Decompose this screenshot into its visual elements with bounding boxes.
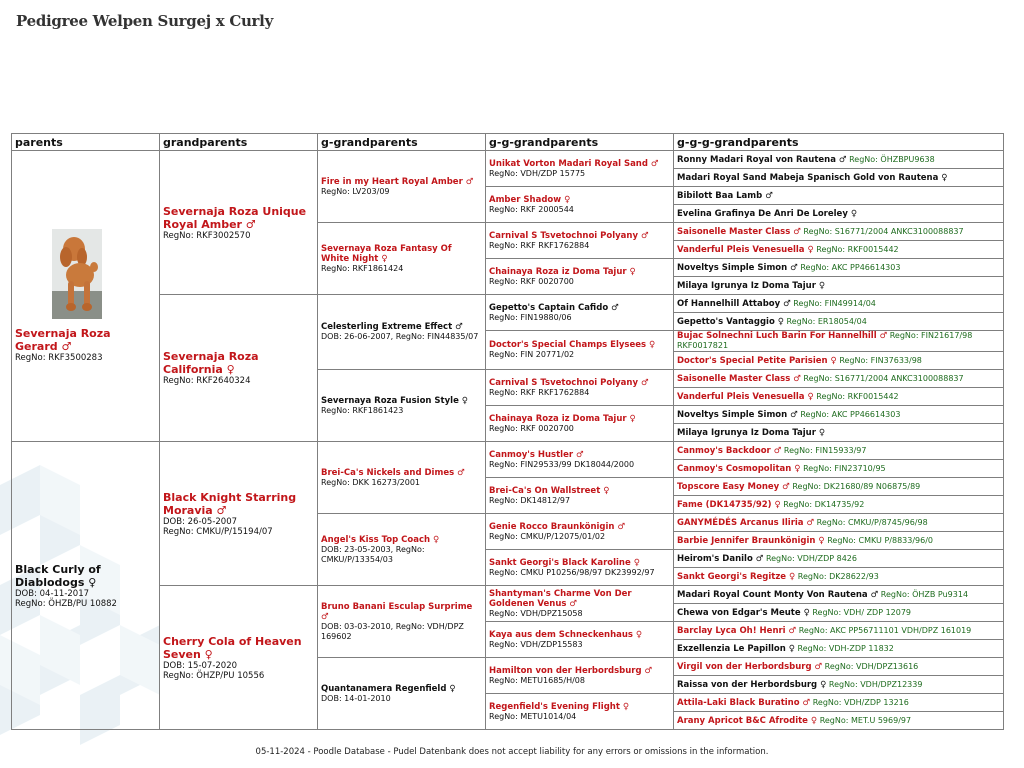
dog-cell-g5-26 (674, 622, 1004, 640)
dog-regno: RegNo: FIN 20771/02 (489, 350, 575, 359)
dog-name[interactable]: Virgil von der Herbordsburg ♂ (677, 661, 823, 672)
dog-regno: RegNo: CMKU P/8833/96/0 (827, 535, 933, 545)
pedigree-table (11, 133, 1004, 730)
dog-cell-ggg4 (486, 259, 674, 295)
dog-cell-g5-13 (674, 388, 1004, 406)
dog-cell-g5-20 (674, 514, 1004, 532)
dog-regno: RegNo: RKF2640324 (163, 376, 251, 386)
dog-regno: RegNo: RKF RKF1762884 (489, 240, 590, 250)
dog-cell-g5-9 (674, 313, 1004, 331)
dog-cell-g5-29 (674, 676, 1004, 694)
dog-cell-p1 (12, 151, 160, 442)
dog-name[interactable]: Chewa von Edgar's Meute ♀ (677, 607, 810, 618)
dog-regno: RegNo: METU1685/H/08 (489, 675, 585, 685)
dog-cell-gg4 (318, 370, 486, 442)
dog-cell-g5-4 (674, 223, 1004, 241)
dog-name[interactable]: Severnaja Roza Gerard ♂ (15, 327, 111, 353)
dog-name[interactable]: Of Hannelhill Attaboy ♂ (677, 298, 791, 309)
dog-cell-g5-18 (674, 478, 1004, 496)
dog-regno: RegNo: VDH/DPZ15058 (489, 608, 583, 618)
dog-name[interactable]: Doctor's Special Petite Parisien ♀ (677, 355, 837, 366)
dog-regno: RegNo: VDH/DPZ12339 (828, 679, 923, 689)
dog-regno: RegNo: RKF RKF1762884 (489, 387, 590, 397)
dog-name[interactable]: Madari Royal Sand Mabeja Spanisch Gold von Rautena ♀ (677, 172, 948, 183)
dog-regno: RegNo: RKF 0020700 (489, 423, 574, 433)
dog-dob: DOB: 15-07-2020 (163, 660, 238, 671)
dog-name[interactable]: Raissa von der Herbordsburg ♀ (677, 679, 827, 690)
dog-name[interactable]: Fire in my Heart Royal Amber ♂ (321, 176, 474, 187)
dog-regno: RegNo: RKF1861424 (321, 263, 404, 273)
dog-name[interactable]: Brei-Ca's Nickels and Dimes ♂ (321, 467, 465, 478)
dog-cell-g5-5 (674, 241, 1004, 259)
dog-cell-gp2 (160, 295, 318, 442)
dog-cell-gg6 (318, 514, 486, 586)
dog-cell-g5-31 (674, 712, 1004, 730)
dog-name[interactable]: Vanderful Pleis Venesuella ♀ (677, 391, 814, 402)
dog-regno: RegNo: FIN29533/99 DK18044/2000 (489, 459, 635, 469)
dog-cell-g5-11 (674, 352, 1004, 370)
dog-name[interactable]: Bibilott Baa Lamb ♂ (677, 190, 773, 201)
dog-name[interactable]: Canmoy's Backdoor ♂ (677, 445, 782, 456)
dog-name[interactable]: Vanderful Pleis Venesuella ♀ (677, 244, 814, 255)
dog-regno: RegNo: CMKU/P/12075/01/02 (489, 531, 606, 541)
dog-name[interactable]: Chainaya Roza iz Doma Tajur ♀ (489, 266, 636, 277)
dog-cell-gg3 (318, 295, 486, 370)
page-title: Pedigree Welpen Surgej x Curly (16, 12, 273, 30)
dog-dob: DOB: 26-05-2007 (163, 516, 238, 527)
dog-regno: RegNo: DKK 16273/2001 (321, 477, 421, 487)
dog-cell-gg7 (318, 586, 486, 658)
dog-regno: RegNo: CMKU/P/8745/96/98 (816, 517, 928, 527)
dog-name[interactable]: Ronny Madari Royal von Rautena ♂ (677, 154, 847, 165)
dog-dob: DOB: 14-01-2010 (321, 693, 391, 703)
dog-name[interactable]: Fame (DK14735/92) ♀ (677, 499, 781, 510)
dog-regno: RegNo: RKF 2000544 (489, 204, 574, 214)
dog-regno: RegNo: CMKU/P/15194/07 (163, 526, 273, 537)
dog-cell-g5-8 (674, 295, 1004, 313)
dog-regno: RegNo: VDH/ZDP 13216 (812, 697, 909, 707)
pedigree-body (12, 151, 1004, 730)
header-g-g-g-grandparents: g-g-g-grandparents (674, 134, 1004, 151)
dog-cell-ggg10 (486, 478, 674, 514)
dog-regno: RegNo: RKF0015442 (816, 244, 899, 254)
dog-cell-gp4 (160, 586, 318, 730)
dog-cell-gg5 (318, 442, 486, 514)
dog-cell-ggg1 (486, 151, 674, 187)
dog-name[interactable]: Exzellenzia Le Papillon ♀ (677, 643, 795, 654)
dog-cell-g5-22 (674, 550, 1004, 568)
dog-name[interactable]: Sankt Georgi's Regitze ♀ (677, 571, 796, 582)
dog-regno: RegNo: VDH/ZDP15583 (489, 639, 583, 649)
dog-cell-gp1 (160, 151, 318, 295)
dog-name[interactable]: Carnival S Tsvetochnoi Polyany ♂ (489, 377, 649, 388)
dog-name[interactable]: Bruno Banani Esculap Surprime ♂ (321, 601, 473, 622)
dog-cell-g5-30 (674, 694, 1004, 712)
dog-cell-g5-1 (674, 169, 1004, 187)
pedigree-row (12, 295, 1004, 313)
dog-name[interactable]: Amber Shadow ♀ (489, 194, 571, 205)
dog-regno: RegNo: VDH/ZDP 8426 (765, 553, 857, 563)
dog-name[interactable]: Gepetto's Vantaggio ♀ (677, 316, 784, 327)
dog-cell-g5-10 (674, 331, 1004, 352)
dog-cell-gg8 (318, 658, 486, 730)
dog-cell-ggg16 (486, 694, 674, 730)
dog-name[interactable]: Shantyman's Charme Von Der Goldenen Venus ♂ (489, 588, 632, 609)
dog-cell-g5-19 (674, 496, 1004, 514)
dog-name[interactable]: Severnaya Roza Fusion Style ♀ (321, 395, 469, 406)
dog-cell-ggg7 (486, 370, 674, 406)
dog-name[interactable]: Doctor's Special Champs Elysees ♀ (489, 340, 656, 350)
dog-name[interactable]: Sankt Georgi's Black Karoline ♀ (489, 557, 640, 568)
dog-regno: RegNo: RKF0015442 (816, 391, 899, 401)
dog-cell-g5-27 (674, 640, 1004, 658)
header-grandparents: grandparents (160, 134, 318, 151)
dog-cell-g5-17 (674, 460, 1004, 478)
dog-cell-ggg9 (486, 442, 674, 478)
dog-name[interactable]: Kaya aus dem Schneckenhaus ♀ (489, 629, 643, 640)
dog-name[interactable]: Milaya Igrunya Iz Doma Tajur ♀ (677, 280, 826, 291)
dog-regno: RegNo: RKF3500283 (15, 353, 103, 363)
dog-regno: RegNo: CMKU P10256/98/97 DK23992/97 (489, 567, 655, 577)
dog-name[interactable]: Cherry Cola of Heaven Seven ♀ (163, 634, 302, 661)
dog-cell-ggg11 (486, 514, 674, 550)
header-parents: parents (12, 134, 160, 151)
pedigree-row (12, 442, 1004, 460)
dog-regno: RegNo: FIN21617/98 RKF0017821 (677, 331, 973, 350)
dog-name[interactable]: Quantanamera Regenfield ♀ (321, 683, 456, 694)
dog-regno: RegNo: FIN19880/06 (489, 312, 572, 322)
dog-name[interactable]: Black Curly of Diablodogs ♀ (15, 562, 101, 589)
dog-name[interactable]: Severnaya Roza Fantasy Of White Night ♀ (321, 243, 452, 264)
dog-cell-g5-0 (674, 151, 1004, 169)
dog-name[interactable]: Heirom's Danilo ♂ (677, 553, 764, 564)
dog-regno: RegNo: VDH/ ZDP 12079 (812, 607, 912, 617)
dog-cell-g5-16 (674, 442, 1004, 460)
dog-name[interactable]: Carnival S Tsvetochnoi Polyany ♂ (489, 230, 649, 241)
dog-cell-g5-7 (674, 277, 1004, 295)
dog-cell-g5-12 (674, 370, 1004, 388)
dog-name[interactable]: Regenfield's Evening Flight ♀ (489, 701, 630, 712)
dog-regno: RegNo: FIN49914/04 (793, 298, 876, 308)
dog-regno: RegNo: ÖHZP/PU 10556 (163, 670, 265, 681)
footer-disclaimer: 05-11-2024 - Poodle Database - Pudel Datenbank does not accept liability for any errors or omissions in the information. (255, 747, 769, 757)
dog-dob: DOB: 03-03-2010, RegNo: VDH/DPZ 169602 (321, 621, 464, 641)
dog-dob: DOB: 26-06-2007, RegNo: FIN44835/07 (321, 332, 479, 341)
dog-regno: RegNo: ÖHZBPU9638 (849, 154, 935, 164)
dog-name[interactable]: Attila-Laki Black Buratino ♂ (677, 697, 811, 708)
dog-regno: RegNo: LV203/09 (321, 186, 390, 196)
dog-name[interactable]: Canmoy's Hustler ♂ (489, 449, 584, 460)
dog-name[interactable]: Topscore Easy Money ♂ (677, 481, 790, 492)
dog-cell-g5-2 (674, 187, 1004, 205)
dog-cell-ggg12 (486, 550, 674, 586)
dog-cell-gp3 (160, 442, 318, 586)
dog-cell-ggg14 (486, 622, 674, 658)
dog-name[interactable]: Arany Apricot B&C Afrodite ♀ (677, 715, 818, 726)
dog-regno: RegNo: RKF1861423 (321, 405, 404, 415)
dog-name[interactable]: Barbie Jennifer Braunkönigin ♀ (677, 535, 825, 546)
dog-cell-g5-14 (674, 406, 1004, 424)
dog-regno: RegNo: DK28622/93 (797, 571, 879, 581)
dog-name[interactable]: Severnaja Roza Unique Royal Amber ♂ (163, 204, 307, 231)
pedigree-header-row (12, 134, 1004, 151)
dog-name[interactable]: Madari Royal Count Monty Von Rautena ♂ (677, 589, 879, 600)
dog-cell-p2 (12, 442, 160, 730)
dog-regno: RegNo: RKF3002570 (163, 230, 251, 241)
dog-regno: RegNo: ER18054/04 (786, 316, 867, 326)
poodle-photo (52, 229, 102, 319)
dog-name[interactable]: Noveltys Simple Simon ♂ (677, 262, 798, 273)
dog-regno: RegNo: VDH-ZDP 11832 (797, 643, 894, 653)
dog-name[interactable]: Genie Rocco Braunkönigin ♂ (489, 521, 626, 532)
dog-cell-ggg2 (486, 187, 674, 223)
dog-name[interactable]: Black Knight Starring Moravia ♂ (163, 490, 297, 517)
dog-name[interactable]: Unikat Vorton Madari Royal Sand ♂ (489, 158, 659, 169)
dog-name[interactable]: GANYMÉDÉS Arcanus Iliria ♂ (677, 517, 815, 528)
dog-regno: RegNo: FIN23710/95 (803, 463, 886, 473)
dog-name[interactable]: Angel's Kiss Top Coach ♀ (321, 534, 440, 545)
dog-regno: RegNo: AKC PP46614303 (800, 409, 901, 419)
dog-dob: DOB: 04-11-2017 (15, 588, 90, 599)
dog-name[interactable]: Canmoy's Cosmopolitan ♀ (677, 463, 801, 474)
dog-regno: RegNo: DK21680/89 N06875/89 (792, 481, 921, 491)
dog-regno: RegNo: S16771/2004 ANKC3100088837 (803, 373, 964, 383)
pedigree-row (12, 151, 1004, 169)
header-g-grandparents: g-grandparents (318, 134, 486, 151)
dog-name[interactable]: Evelina Grafinya De Anri De Loreley ♀ (677, 208, 858, 219)
dog-regno: RegNo: METU1014/04 (489, 711, 577, 721)
dog-cell-ggg5 (486, 295, 674, 331)
dog-name[interactable]: Chainaya Roza iz Doma Tajur ♀ (489, 413, 636, 424)
dog-name[interactable]: Celesterling Extreme Effect ♂ (321, 322, 463, 332)
dog-regno: RegNo: ÖHZB Pu9314 (880, 589, 969, 599)
dog-cell-g5-15 (674, 424, 1004, 442)
dog-cell-ggg3 (486, 223, 674, 259)
dog-name[interactable]: Noveltys Simple Simon ♂ (677, 409, 798, 420)
dog-name[interactable]: Saisonelle Master Class ♂ (677, 226, 801, 237)
dog-regno: RegNo: VDH/DPZ13616 (824, 661, 919, 671)
dog-name[interactable]: Severnaja Roza California ♀ (163, 350, 259, 376)
dog-regno: RegNo: VDH/ZDP 15775 (489, 168, 586, 178)
dog-regno: RegNo: AKC PP56711101 VDH/DPZ 161019 (798, 625, 972, 635)
dog-cell-ggg8 (486, 406, 674, 442)
dog-regno: RegNo: DK14735/92 (783, 499, 865, 509)
dog-regno: RegNo: S16771/2004 ANKC3100088837 (803, 226, 964, 236)
dog-name[interactable]: Hamilton von der Herbordsburg ♂ (489, 665, 653, 676)
dog-regno: RegNo: AKC PP46614303 (800, 262, 901, 272)
dog-cell-ggg15 (486, 658, 674, 694)
dog-cell-g5-23 (674, 568, 1004, 586)
dog-regno: RegNo: FIN15933/97 (783, 445, 867, 455)
pedigree-row (12, 586, 1004, 604)
dog-name[interactable]: Bujac Solnechni Luch Barin For Hannelhill ♂ (677, 331, 888, 341)
dog-cell-g5-3 (674, 205, 1004, 223)
dog-cell-g5-21 (674, 532, 1004, 550)
dog-cell-g5-28 (674, 658, 1004, 676)
dog-cell-g5-24 (674, 586, 1004, 604)
dog-regno: RegNo: MET.U 5969/97 (819, 715, 912, 725)
dog-regno: RegNo: RKF 0020700 (489, 276, 574, 286)
dog-dob: DOB: 23-05-2003, RegNo: CMKU/P/13354/03 (321, 544, 425, 564)
dog-regno: RegNo: DK14812/97 (489, 495, 571, 505)
dog-cell-g5-25 (674, 604, 1004, 622)
dog-name[interactable]: Barclay Lyca Oh! Henri ♂ (677, 625, 797, 636)
dog-cell-ggg13 (486, 586, 674, 622)
header-g-g-grandparents: g-g-grandparents (486, 134, 674, 151)
dog-cell-gg1 (318, 151, 486, 223)
dog-name[interactable]: Saisonelle Master Class ♂ (677, 373, 801, 384)
dog-regno: RegNo: ÖHZB/PU 10882 (15, 598, 117, 609)
dog-cell-gg2 (318, 223, 486, 295)
dog-name[interactable]: Milaya Igrunya Iz Doma Tajur ♀ (677, 427, 826, 438)
dog-name[interactable]: Brei-Ca's On Wallstreet ♀ (489, 485, 610, 496)
dog-regno: RegNo: FIN37633/98 (839, 355, 922, 365)
dog-name[interactable]: Gepetto's Captain Cafido ♂ (489, 302, 619, 313)
dog-cell-ggg6 (486, 331, 674, 370)
dog-cell-g5-6 (674, 259, 1004, 277)
